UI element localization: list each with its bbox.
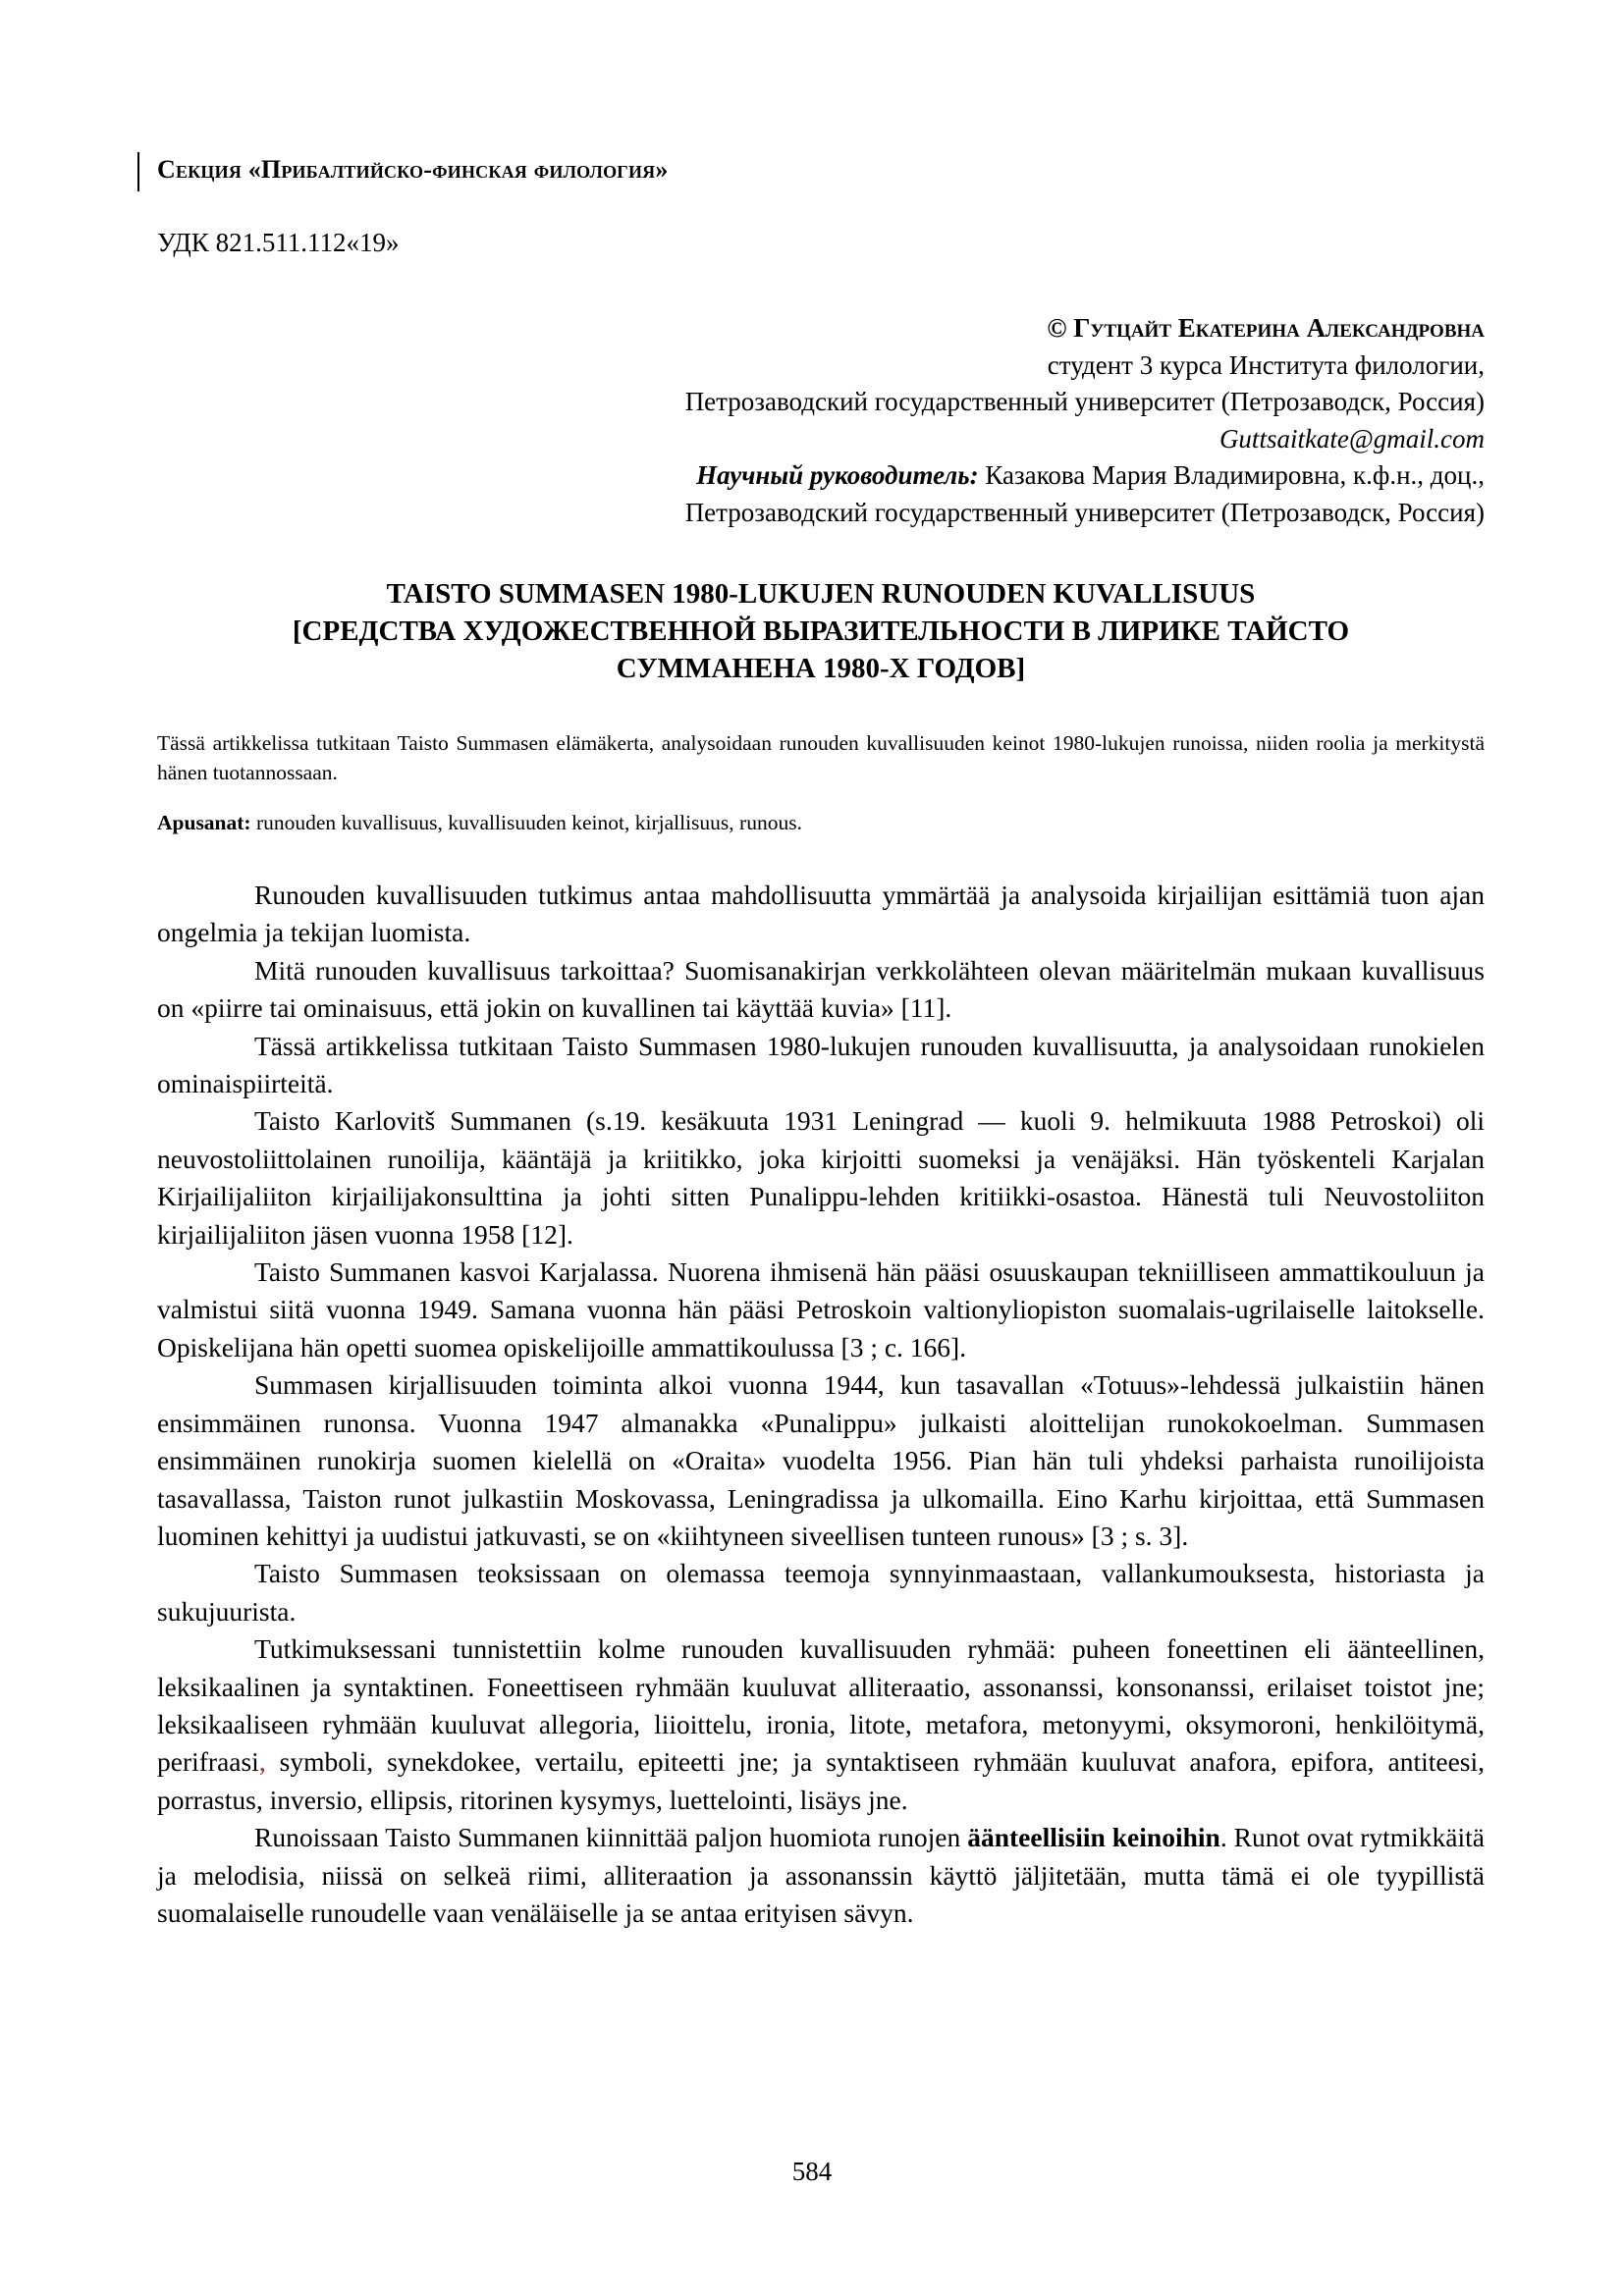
keywords-label: Apusanat: [157, 811, 251, 834]
supervisor-line [685, 457, 1485, 495]
section-heading: Секция «Прибалтийско-финская филология» [157, 155, 669, 184]
supervisor-affiliation: Петрозаводский государственный университет (Петрозаводск, Россия) [684, 497, 1485, 527]
body-paragraph: Tässä artikkelissa tutkitaan Taisto Summasen 1980-lukujen runouden kuvallisuutta, ja analysoidaan runokielen ominaispiirteitä. [157, 1030, 1485, 1099]
body-paragraph: Summasen kirjallisuuden toiminta alkoi vuonna 1944, kun tasavallan «Totuus»-lehdessä julkaistiin hänen ensimmäinen runonsa. Vuonna 1947 almanakka «Punalippu» julkaisti aloittelijan runokokoelman. Summasen ensimmäinen runokirja suomen kielellä on «Oraita» vuodelta 1956. Pian hän tuli yhdeksi parhaista runoilijoista tasavallassa, Taiston runot julkastiin Moskovassa, Leningradissa ja ulkomailla. Eino Karhu kirjoittaa, että Summasen luominen kehittyi ja uudistui jatkuvasti, se on «kiihtyneen siveellisen tunteen runous» [3 ; s. 3]. [157, 1369, 1485, 1551]
body-paragraph: Taisto Karlovitš Summanen (s.19. kesäkuuta 1931 Leningrad — kuoli 9. helmikuuta 1988 Petroskoi) oli neuvostoliittolainen runoilija, kääntäjä ja kriitikko, joka kirjoitti suomeksi ja venäjäksi. Hän työskenteli Karjalan Kirjailijaliiton kirjailijakonsulttina ja johti sitten Punalippu-lehden kritiikki-osastoa. Hänestä tuli Neuvostoliiton kirjailijaliiton jäsen vuonna 1958 [12]. [157, 1105, 1485, 1250]
body-paragraph: Mitä runouden kuvallisuus tarkoittaa? Suomisanakirjan verkkolähteen olevan määritelmän mukaan kuvallisuus on «piirre tai ominaisuus, että jokin on kuvallinen tai käyttää kuvia» [11]. [157, 954, 1485, 1024]
keywords-list: runouden kuvallisuus, kuvallisuuden keinot, kirjallisuus, runous. [250, 811, 802, 834]
red-comma-mark: , [258, 1746, 266, 1778]
author-affiliation: Петрозаводский государственный университет (Петрозаводск, Россия) [684, 387, 1485, 416]
title-line-russian-2: СУММАНЕНА 1980-Х ГОДОВ] [616, 653, 1026, 684]
author-name: © Гутцайт Екатерина Александровна [1047, 313, 1485, 343]
author-block [685, 310, 1485, 531]
title-line-russian-1: [СРЕДСТВА ХУДОЖЕСТВЕННОЙ ВЫРАЗИТЕЛЬНОСТИ В ЛИРИКЕ ТАЙСТО [292, 615, 1350, 647]
body-paragraph-groups [157, 1630, 1485, 1819]
article-body [157, 877, 1485, 1932]
paragraph-text: . Runot ovat rytmikkäitä ja melodisia, niissä on selkeä riimi, alliteraation ja assonanssin käyttö jäljitetään, mutta tämä ei ole tyypillistä suomalaiselle runoudelle vaan venäläiselle ja se antaa erityisen sävyn. [157, 1822, 1485, 1928]
title-line-finnish: TAISTO SUMMASEN 1980-LUKUJEN RUNOUDEN KUVALLISUUS [386, 578, 1256, 610]
abstract: Tässä artikkelissa tutkitaan Taisto Summasen elämäkerta, analysoidaan runouden kuvallisuuden keinot 1980-lukujen runoissa, niiden roolia ja merkitystä hänen tuotannossaan. [157, 731, 1485, 784]
author-email[interactable]: Guttsaitkate@gmail.com [1218, 423, 1485, 454]
body-paragraph: Taisto Summasen teoksissaan on olemassa teemoja synnyinmaastaan, vallankumouksesta, historiasta ja sukujuurista. [157, 1558, 1485, 1627]
body-paragraph: Runouden kuvallisuuden tutkimus antaa mahdollisuutta ymmärtää ja analysoida kirjailijan esittämiä tuon ajan ongelmia ja tekijan luomista. [157, 880, 1485, 948]
paragraph-text: Tutkimuksessani tunnistettiin kolme runouden kuvallisuuden ryhmää: puheen foneettinen eli äänteellinen, leksikaalinen ja syntaktinen. Foneettiseen ryhmään kuuluvat alliteraatio, assonanssi, konsonanssi, erilaiset toistot jne; leksikaaliseen ryhmään kuuluvat allegoria, liioittelu, ironia, litote, metafora, metonyymi, oksymoroni, henkilöitymä, perifraasi [157, 1633, 1485, 1778]
supervisor-name: Казакова Мария Владимировна, к.ф.н., доц., [978, 460, 1485, 490]
body-paragraph-phonetic [157, 1819, 1485, 1932]
author-position: студент 3 курса Института филологии, [1047, 349, 1485, 380]
supervisor-label: Научный руководитель: [696, 460, 979, 490]
paragraph-text: symboli, synekdokee, vertailu, epiteetti jne; ja syntaktiseen ryhmään kuuluvat anafora, epifora, antiteesi, porrastus, inversio, ellipsis, ritorinen kysymys, luettelointi, lisäys jne. [157, 1746, 1485, 1815]
section-margin-bar [137, 152, 139, 191]
bold-term: äänteellisiin keinoihin [967, 1822, 1220, 1853]
keywords [157, 808, 1485, 837]
body-paragraph: Taisto Summanen kasvoi Karjalassa. Nuorena ihmisenä hän pääsi osuuskaupan tekniilliseen ammattikouluun ja valmistui siitä vuonna 1949. Samana vuonna hän pääsi Petroskoin valtionyliopiston suomalais-ugrilaiselle laitokselle. Opiskelijana hän opetti suomea opiskelijoille ammattikoulussa [3 ; c. 166]. [157, 1256, 1485, 1362]
udk-code: УДК 821.511.112«19» [157, 228, 400, 257]
paragraph-text: Runoissaan Taisto Summanen kiinnittää paljon huomiota runojen [254, 1822, 968, 1853]
page-number: 584 [791, 2157, 833, 2186]
article-title [157, 575, 1485, 687]
